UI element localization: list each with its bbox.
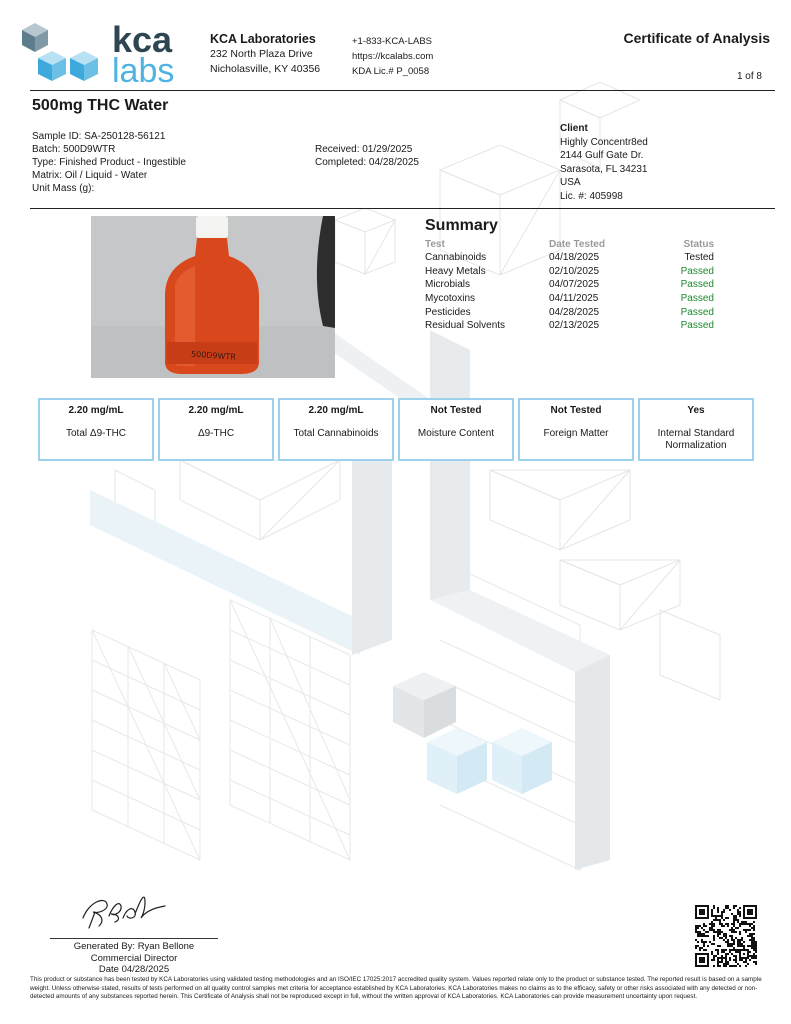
product-photo	[91, 216, 335, 378]
client-city: Sarasota, FL 34231	[560, 163, 648, 175]
table-row	[425, 265, 725, 279]
result-box-moisture	[398, 398, 514, 461]
col-status: Status	[683, 239, 714, 250]
result-box-total-d9-thc	[38, 398, 154, 461]
test-date: 04/11/2025	[549, 293, 599, 305]
lab-address-line1: 232 North Plaza Drive	[210, 48, 313, 60]
document-title: Certificate of Analysis	[623, 30, 770, 46]
result-label: Total Cannabinoids	[293, 428, 379, 439]
page-number: 1 of 8	[736, 71, 762, 82]
test-date: 04/28/2025	[549, 306, 600, 318]
test-date: 04/07/2025	[549, 279, 600, 291]
table-row	[425, 251, 725, 265]
sample-type: Type: Finished Product - Ingestible	[32, 157, 186, 168]
lab-website-link[interactable]: https://kcalabs.com	[352, 51, 434, 62]
table-row	[425, 305, 725, 319]
sample-unit-mass: Unit Mass (g):	[32, 183, 95, 194]
result-box-internal-standard	[638, 398, 754, 461]
table-row	[425, 292, 725, 306]
client-name: Highly Concentr8ed	[560, 136, 648, 148]
result-value: 2.20 mg/mL	[308, 405, 364, 416]
test-status: Passed	[680, 279, 714, 291]
signature-date: Date 04/28/2025	[98, 964, 170, 975]
summary-title: Summary	[425, 217, 498, 234]
result-label: Δ9-THC	[197, 428, 235, 439]
header-divider	[30, 90, 775, 91]
test-date: 02/10/2025	[549, 265, 600, 277]
product-title: 500mg THC Water	[32, 97, 169, 114]
summary-table	[425, 238, 725, 333]
result-value: Not Tested	[550, 405, 602, 416]
sample-id: Sample ID: SA-250128-56121	[32, 131, 166, 142]
summary-header-row	[425, 238, 725, 251]
signature-line	[50, 938, 218, 939]
disclaimer-text: This product or substance has been tested by KCA Laboratories using validated testing methodologies and an ISO/IEC 17025:2017 accredited quality system. Values reported relate only to the product or substance tested. The reported result is based on a sample weight. Unless otherwise stated, results of tests performed on all quality control samples met criteria for acceptance established by KCA Laboratories. KCA Laboratories makes no claims as to the efficacy, safety or other risks associated with any detected or non-detected amounts of any substances reported herein. This Certificate of Analysis shall not be reproduced except in full, without the written approval of KCA Laboratories. KCA Laboratories can provide measurement uncertainty upon request.	[30, 976, 762, 1001]
lab-name: KCA Laboratories	[210, 32, 316, 46]
result-value: 2.20 mg/mL	[68, 405, 124, 416]
generated-by: Generated By: Ryan Bellone	[73, 941, 195, 952]
test-status: Passed	[680, 265, 714, 277]
client-header: Client	[560, 123, 588, 134]
signature-image	[75, 888, 170, 930]
test-date: 02/13/2025	[549, 320, 600, 332]
result-box-foreign-matter	[518, 398, 634, 461]
lab-license: KDA Lic.# P_0058	[352, 66, 430, 77]
test-status: Passed	[680, 306, 714, 318]
result-box-total-cannabinoids	[278, 398, 394, 461]
info-divider	[30, 208, 775, 209]
kca-labs-logo	[18, 18, 190, 84]
test-status: Passed	[680, 293, 714, 305]
sample-dates	[315, 143, 419, 169]
completed-date: Completed: 04/28/2025	[315, 157, 419, 168]
test-name: Cannabinoids	[425, 252, 487, 264]
test-status: Passed	[680, 320, 714, 332]
sample-info	[32, 130, 186, 195]
test-date: 04/18/2025	[549, 252, 600, 264]
lab-phone: +1-833-KCA-LABS	[352, 36, 432, 47]
col-date: Date Tested	[549, 239, 605, 250]
logo-word-kca: kca	[112, 19, 173, 60]
test-name: Mycotoxins	[425, 293, 476, 305]
bottle-label: 500D9WTR	[190, 349, 237, 362]
table-row	[425, 278, 725, 292]
bottle-cap-icon	[196, 216, 228, 238]
result-box-d9-thc	[158, 398, 274, 461]
result-value: 2.20 mg/mL	[188, 405, 244, 416]
lab-contact	[352, 34, 433, 79]
test-name: Pesticides	[425, 306, 471, 318]
result-label: Foreign Matter	[543, 428, 609, 439]
col-test: Test	[425, 239, 445, 250]
result-value: Yes	[687, 405, 705, 416]
qr-code-icon[interactable]	[695, 905, 757, 967]
test-name: Microbials	[425, 279, 471, 291]
client-license: Lic. #: 405998	[560, 190, 623, 202]
result-label: Moisture Content	[417, 428, 495, 439]
sample-matrix: Matrix: Oil / Liquid - Water	[32, 170, 148, 181]
result-label: Total Δ9-THC	[65, 428, 127, 439]
test-name: Residual Solvents	[425, 320, 506, 332]
logo-word-labs: labs	[112, 52, 175, 84]
logo-cubes-icon	[22, 23, 98, 81]
lab-address-line2: Nicholasville, KY 40356	[210, 63, 321, 75]
signer-role: Commercial Director	[90, 952, 178, 964]
table-row	[425, 319, 725, 333]
bottle-image	[91, 216, 335, 378]
result-label: Internal Standard Normalization	[657, 428, 735, 451]
client-street: 2144 Gulf Gate Dr.	[560, 150, 644, 161]
client-country: USA	[560, 177, 581, 188]
lab-info	[210, 32, 320, 77]
sample-batch: Batch: 500D9WTR	[32, 144, 116, 155]
signature-block	[50, 941, 218, 976]
test-name: Heavy Metals	[425, 265, 486, 277]
received-date: Received: 01/29/2025	[315, 144, 413, 155]
result-value: Not Tested	[430, 405, 482, 416]
client-info	[560, 122, 648, 203]
test-status: Tested	[684, 252, 714, 264]
